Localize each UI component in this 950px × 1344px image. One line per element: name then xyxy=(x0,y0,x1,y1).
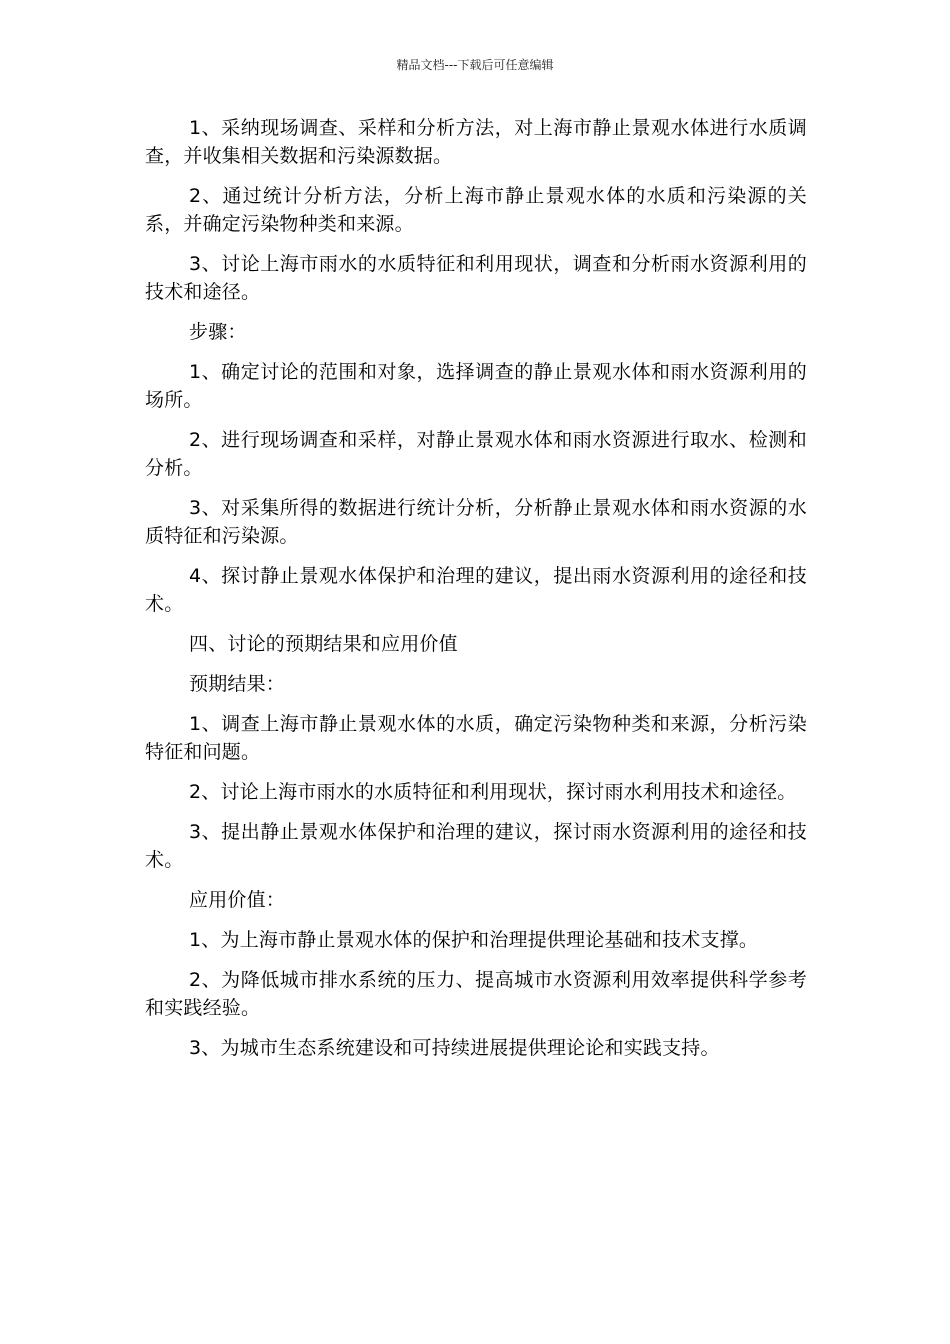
paragraph-step-4: 4、探讨静止景观水体保护和治理的建议，提出雨水资源利用的途径和技术。 xyxy=(145,565,807,615)
paragraph-result-1: 1、调查上海市静止景观水体的水质，确定污染物种类和来源，分析污染特征和问题。 xyxy=(145,713,807,763)
paragraph-step-1: 1、确定讨论的范围和对象，选择调查的静止景观水体和雨水资源利用的场所。 xyxy=(145,361,807,411)
document-body xyxy=(145,114,807,1074)
page-header: 精品文档---下载后可任意编辑 xyxy=(396,58,554,72)
paragraph-method-3: 3、讨论上海市雨水的水质特征和利用现状，调查和分析雨水资源利用的技术和途径。 xyxy=(145,253,807,303)
paragraph-method-2: 2、通过统计分析方法，分析上海市静止景观水体的水质和污染源的关系，并确定污染物种类和来源。 xyxy=(145,185,807,235)
steps-heading: 步骤： xyxy=(189,321,247,343)
paragraph-step-2: 2、进行现场调查和采样，对静止景观水体和雨水资源进行取水、检测和分析。 xyxy=(145,429,807,479)
paragraph-result-3: 3、提出静止景观水体保护和治理的建议，探讨雨水资源利用的途径和技术。 xyxy=(145,821,807,871)
application-value-heading: 应用价值： xyxy=(189,889,286,911)
paragraph-value-3: 3、为城市生态系统建设和可持续进展提供理论论和实践支持。 xyxy=(189,1037,720,1059)
paragraph-method-1: 1、采纳现场调查、采样和分析方法，对上海市静止景观水体进行水质调查，并收集相关数据和污染源数据。 xyxy=(145,117,807,167)
section-heading-expected-results: 四、讨论的预期结果和应用价值 xyxy=(189,633,458,655)
expected-results-heading: 预期结果： xyxy=(189,673,286,695)
paragraph-value-2: 2、为降低城市排水系统的压力、提高城市水资源利用效率提供科学参考和实践经验。 xyxy=(145,969,807,1019)
paragraph-value-1: 1、为上海市静止景观水体的保护和治理提供理论基础和技术支撑。 xyxy=(189,929,759,951)
paragraph-step-3: 3、对采集所得的数据进行统计分析，分析静止景观水体和雨水资源的水质特征和污染源。 xyxy=(145,497,807,547)
paragraph-result-2: 2、讨论上海市雨水的水质特征和利用现状，探讨雨水利用技术和途径。 xyxy=(189,781,797,803)
